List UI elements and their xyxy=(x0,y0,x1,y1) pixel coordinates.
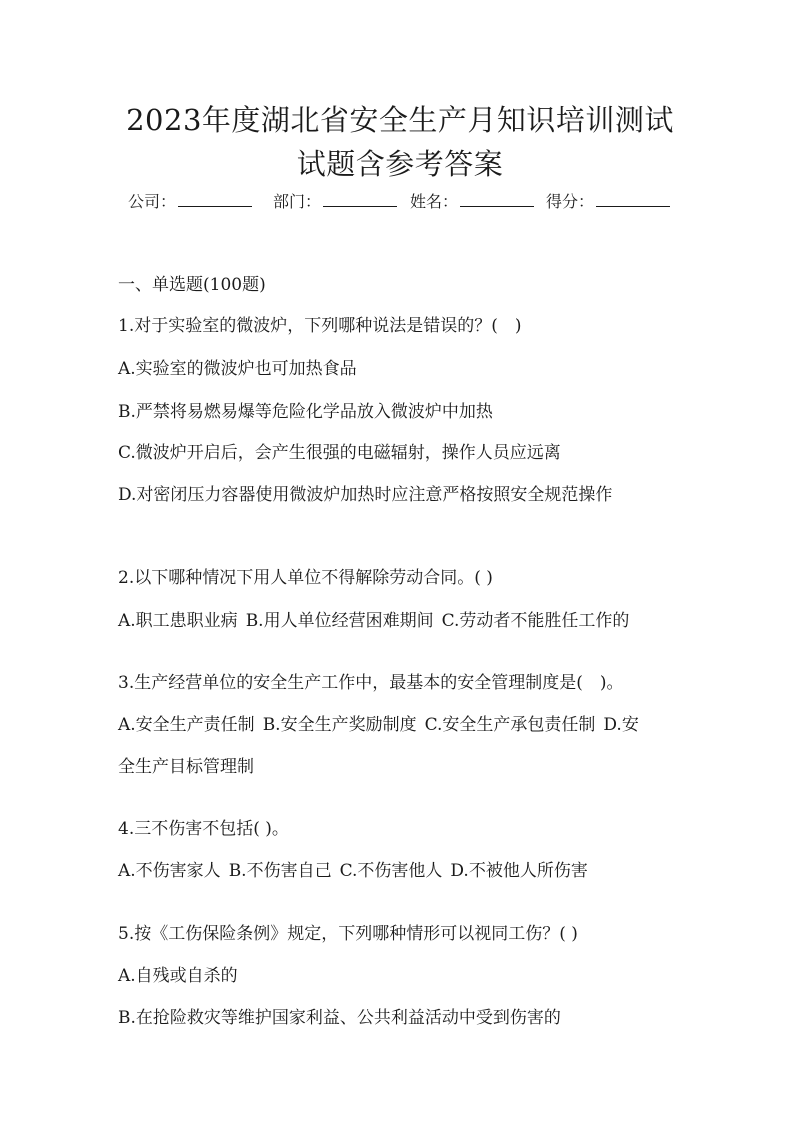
question-5-stem: 5.按《工伤保险条例》规定，下列哪种情形可以视同工伤？( ) xyxy=(118,924,578,944)
document-title-line-1: 2023年度湖北省安全生产月知识培训测试 xyxy=(126,103,674,137)
question-3-option-d-continuation: 全生产目标管理制 xyxy=(118,757,254,777)
question-2-option-b: B.用人单位经营困难期间 xyxy=(245,611,434,631)
score-field xyxy=(546,190,670,214)
score-label: 得分： xyxy=(546,192,595,211)
department-blank xyxy=(323,190,397,207)
section-heading: 一、单选题(100题) xyxy=(118,275,266,295)
score-blank xyxy=(596,190,670,207)
question-3-option-b: B.安全生产奖励制度 xyxy=(262,715,417,735)
question-3-option-d-start: D.安 xyxy=(603,715,639,735)
question-3-option-c: C.安全生产承包责任制 xyxy=(424,715,596,735)
question-2-option-c: C.劳动者不能胜任工作的 xyxy=(441,611,630,631)
question-1-stem: 1.对于实验室的微波炉，下列哪种说法是错误的？( ) xyxy=(118,316,522,336)
question-4-option-b: B.不伤害自己 xyxy=(228,861,332,881)
question-1-option-c: C.微波炉开启后，会产生很强的电磁辐射，操作人员应远离 xyxy=(118,443,561,463)
question-4-stem: 4.三不伤害不包括( )。 xyxy=(118,819,289,839)
question-1-option-d: D.对密闭压力容器使用微波炉加热时应注意严格按照安全规范操作 xyxy=(118,485,613,505)
department-label: 部门： xyxy=(273,192,322,211)
question-5-option-b: B.在抢险救灾等维护国家利益、公共利益活动中受到伤害的 xyxy=(118,1008,561,1028)
question-4-option-c: C.不伤害他人 xyxy=(339,861,443,881)
name-field xyxy=(410,190,534,214)
question-4-option-a: A.不伤害家人 xyxy=(118,861,221,881)
company-blank xyxy=(178,190,252,207)
question-2-options xyxy=(118,609,637,633)
question-2-stem: 2.以下哪种情况下用人单位不得解除劳动合同。( ) xyxy=(118,568,493,588)
question-3-stem: 3.生产经营单位的安全生产工作中，最基本的安全管理制度是( )。 xyxy=(118,673,624,693)
question-5-option-a: A.自残或自杀的 xyxy=(118,966,238,986)
respondent-info-row xyxy=(128,190,688,214)
question-4-options xyxy=(118,859,596,883)
company-label: 公司： xyxy=(128,192,177,211)
company-field xyxy=(128,190,252,214)
name-blank xyxy=(460,190,534,207)
question-4-option-d: D.不被他人所伤害 xyxy=(450,861,588,881)
question-3-option-a: A.安全生产责任制 xyxy=(118,715,255,735)
question-2-option-a: A.职工患职业病 xyxy=(118,611,238,631)
question-1-option-a: A.实验室的微波炉也可加热食品 xyxy=(118,359,357,379)
question-1-option-b: B.严禁将易燃易爆等危险化学品放入微波炉中加热 xyxy=(118,402,493,422)
department-field xyxy=(273,190,397,214)
name-label: 姓名： xyxy=(410,192,459,211)
document-title-line-2: 试题含参考答案 xyxy=(296,147,504,181)
question-3-options xyxy=(118,713,639,737)
